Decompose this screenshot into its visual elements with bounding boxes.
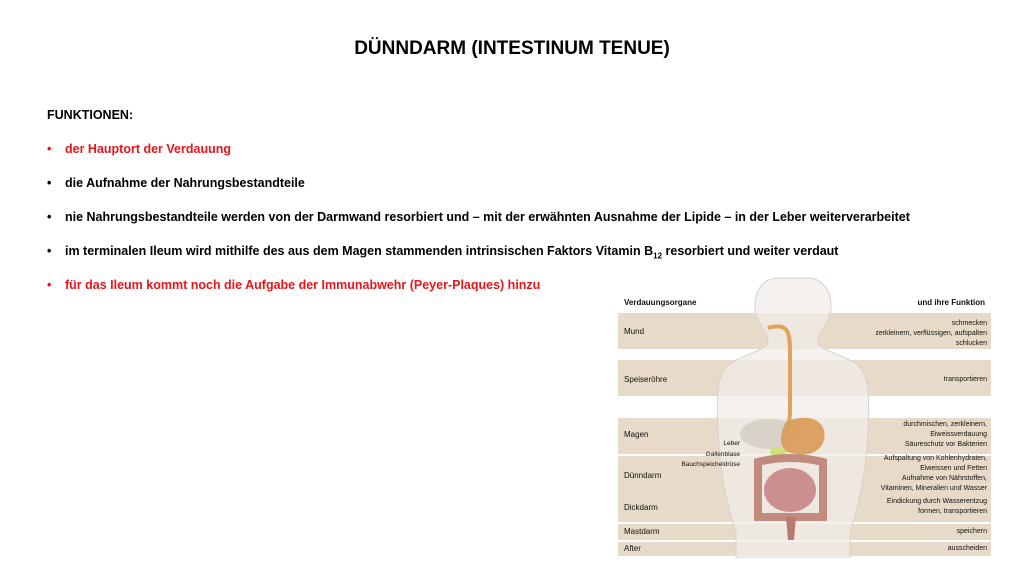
function-line: speichern [956,528,987,535]
organ-label-leber: Leber [723,440,740,447]
function-line: ausscheiden [947,545,987,552]
band-label-speiseroehre: Speiseröhre [624,375,668,384]
function-line: Aufnahme von Nährstoffen, [901,475,987,482]
bullet-text-post: resorbiert und weiter verdaut [662,244,839,258]
bullet-text [65,244,839,261]
function-line: zerkleinern, verflüssigen, aufspalten [875,330,987,337]
subscript: 12 [653,251,663,261]
function-line: Eiweissverdauung [930,431,987,438]
band-function-magen [903,420,987,450]
page-title: DÜNNDARM (INTESTINUM TENUE) [354,38,670,59]
list-item [47,142,910,176]
band-function-mund [875,319,987,349]
bullet-icon: • [47,278,52,292]
small-intestine-shape [764,468,816,512]
function-line: Vitaminen, Mineralien und Wasser [880,485,987,492]
bullet-text: nie Nahrungsbestandteile werden von der Darmwand resorbiert und – mit der erwähnten Ausnahme der Lipide – in der Leber weiterverarbeitet [65,210,910,224]
band-label-magen: Magen [624,430,649,439]
band-function-after [948,544,987,554]
band-label-after: After [624,544,641,553]
bullet-text-pre: im terminalen Ileum wird mithilfe des aus dem Magen stammenden intrinsischen Faktors Vitamin B [65,244,654,258]
band-function-dickdarm [887,497,987,517]
bullet-icon: • [47,176,52,190]
bullet-text: der Hauptort der Verdauung [65,142,231,156]
function-line: transportieren [943,376,987,383]
band-function-mastdarm [957,527,987,537]
list-item [47,210,910,244]
bullet-text: für das Ileum kommt noch die Aufgabe der Immunabwehr (Peyer-Plaques) hinzu [65,278,541,292]
figure-header-right: und ihre Funktion [917,298,985,307]
function-line: durchmischen, zerkleinern, [903,421,987,428]
function-line: Eindickung durch Wasserentzug [886,498,987,505]
list-item [47,176,910,210]
bullet-icon: • [47,244,52,258]
organ-label-gallenblase: Gallenblase [705,451,740,458]
function-line: formen, transportieren [918,508,987,515]
bullet-text: die Aufnahme der Nahrungsbestandteile [65,176,305,190]
stomach-shape [781,418,825,455]
organ-label-bauchspeicheldruese: Bauchspeicheldrüse [681,461,740,468]
band-label-mund: Mund [624,327,645,336]
section-label: FUNKTIONEN: [47,108,134,122]
band-function-duenndarm [881,454,987,494]
function-line: schlucken [955,340,987,347]
digestive-system-figure [618,272,991,558]
function-line: Säureschutz vor Bakterien [904,441,987,448]
figure-header-left: Verdauungsorgane [624,298,697,307]
band-label-mastdarm: Mastdarm [624,527,660,536]
function-line: Aufspaltung von Kohlenhydraten, [883,455,987,462]
band-function-speiseroehre [944,375,987,385]
band-label-dickdarm: Dickdarm [624,503,658,512]
function-line: schmecken [951,320,987,327]
function-line: Eiweissen und Fetten [920,465,987,472]
band-label-duenndarm: Dünndarm [624,471,662,480]
bullet-icon: • [47,142,52,156]
bullet-icon: • [47,210,52,224]
